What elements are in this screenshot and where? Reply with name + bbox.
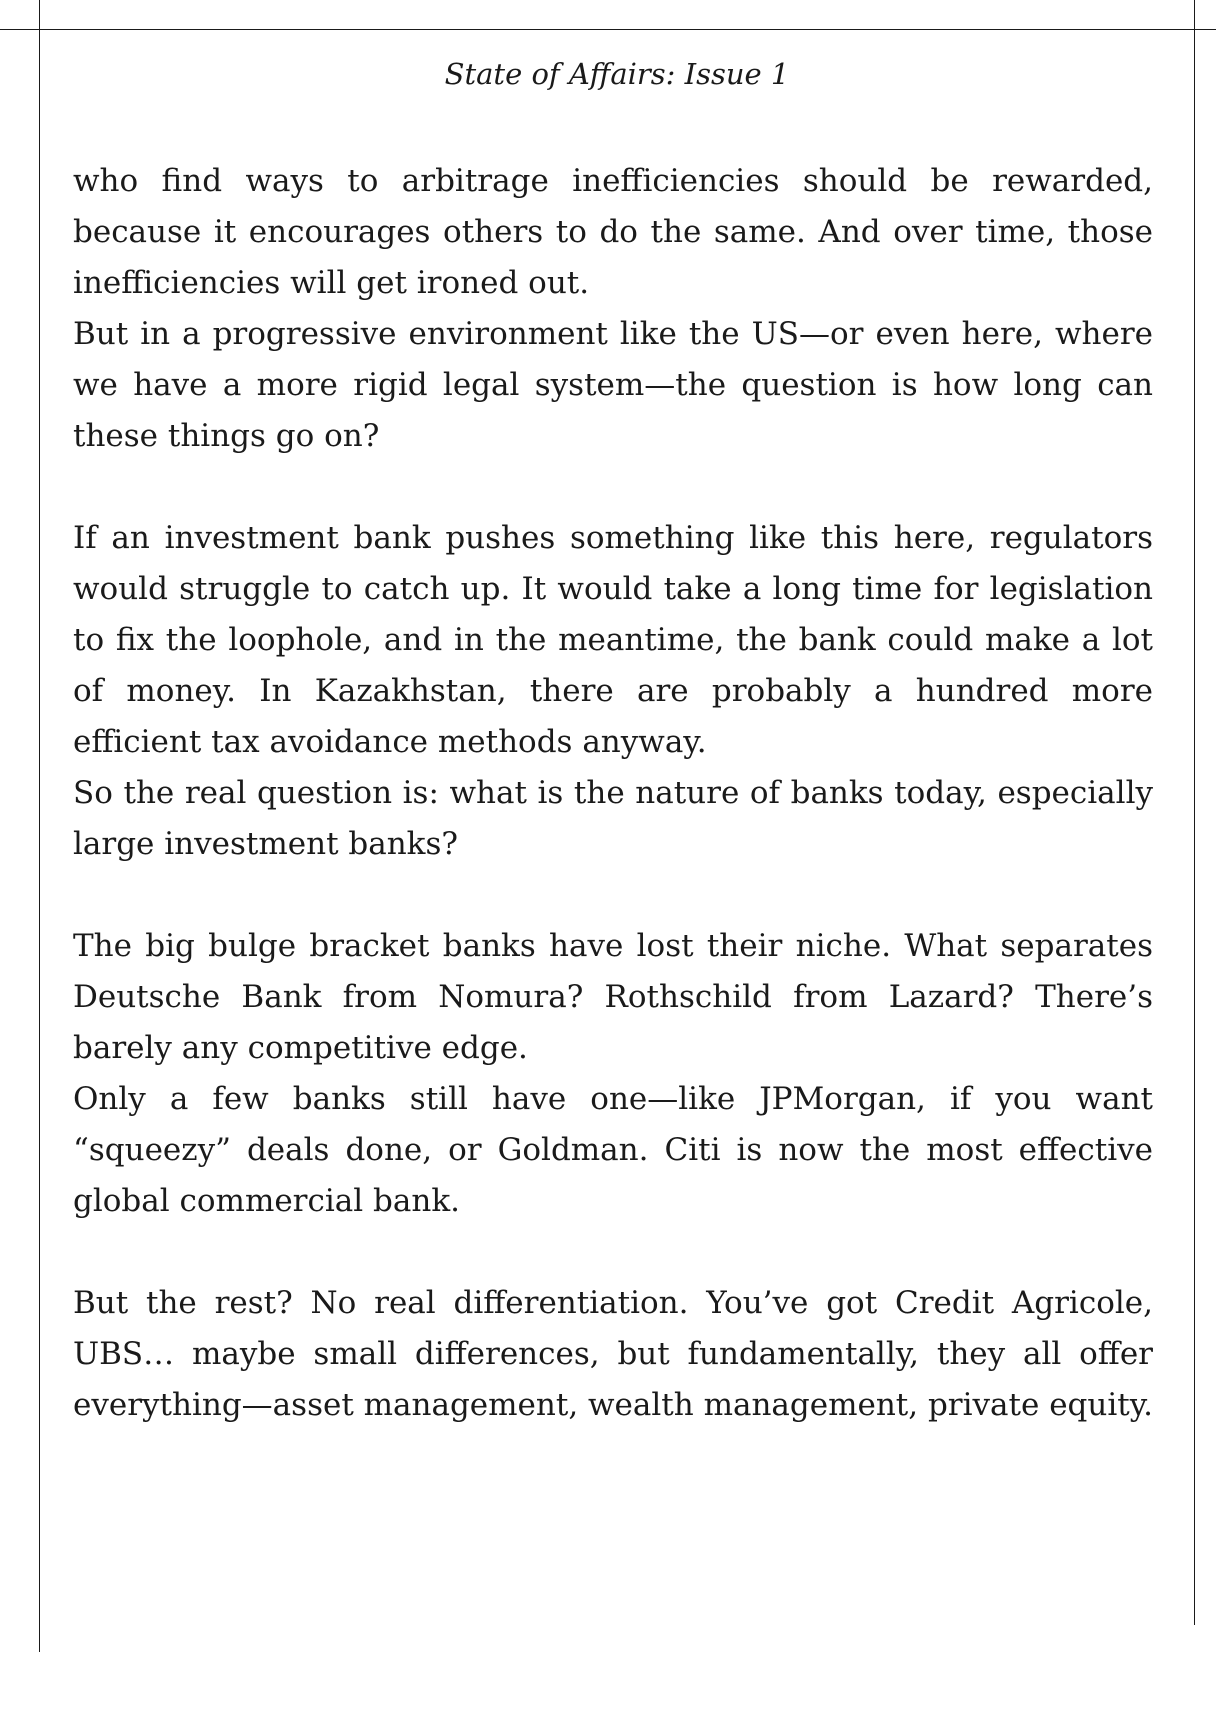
paragraph-5: The big bulge bracket banks have lost their niche. What separates Deutsche Bank from Nomura? Rothschild from Lazard? There’s barely any competitive edge. <box>73 928 1153 1066</box>
paragraph-2: But in a progressive environment like the US—or even here, where we have a more rigid legal system—the question is how long can these things go on? <box>73 316 1153 454</box>
page-body-text <box>73 156 1153 1431</box>
paragraph-1: who find ways to arbitrage inefficiencies should be rewarded, because it encourages others to do the same. And over time, those inefficiencies will get ironed out. <box>73 163 1153 301</box>
paragraph-spacer <box>73 1227 1153 1278</box>
paragraph-3: If an investment bank pushes something like this here, regulators would struggle to catch up. It would take a long time for legislation to fix the loophole, and in the meantime, the bank could make a lot of money. In Kazakhstan, there are probably a hundred more efficient tax avoidance methods anyway. <box>73 520 1153 760</box>
page-header-title: State of Affairs: Issue 1 <box>444 57 790 91</box>
left-border-rule <box>39 0 40 1652</box>
top-border-rule <box>0 29 1216 30</box>
paragraph-7: But the rest? No real differentiation. You’ve got Credit Agricole, UBS… maybe small differences, but fundamentally, they all offer everything—asset management, wealth management, private equity. <box>73 1285 1153 1423</box>
right-border-rule <box>1194 0 1195 1625</box>
paragraph-4: So the real question is: what is the nature of banks today, especially large investment banks? <box>73 775 1153 862</box>
paragraph-spacer <box>73 870 1153 921</box>
paragraph-6: Only a few banks still have one—like JPMorgan, if you want “squeezy” deals done, or Goldman. Citi is now the most effective global commercial bank. <box>73 1081 1153 1219</box>
paragraph-spacer <box>73 462 1153 513</box>
